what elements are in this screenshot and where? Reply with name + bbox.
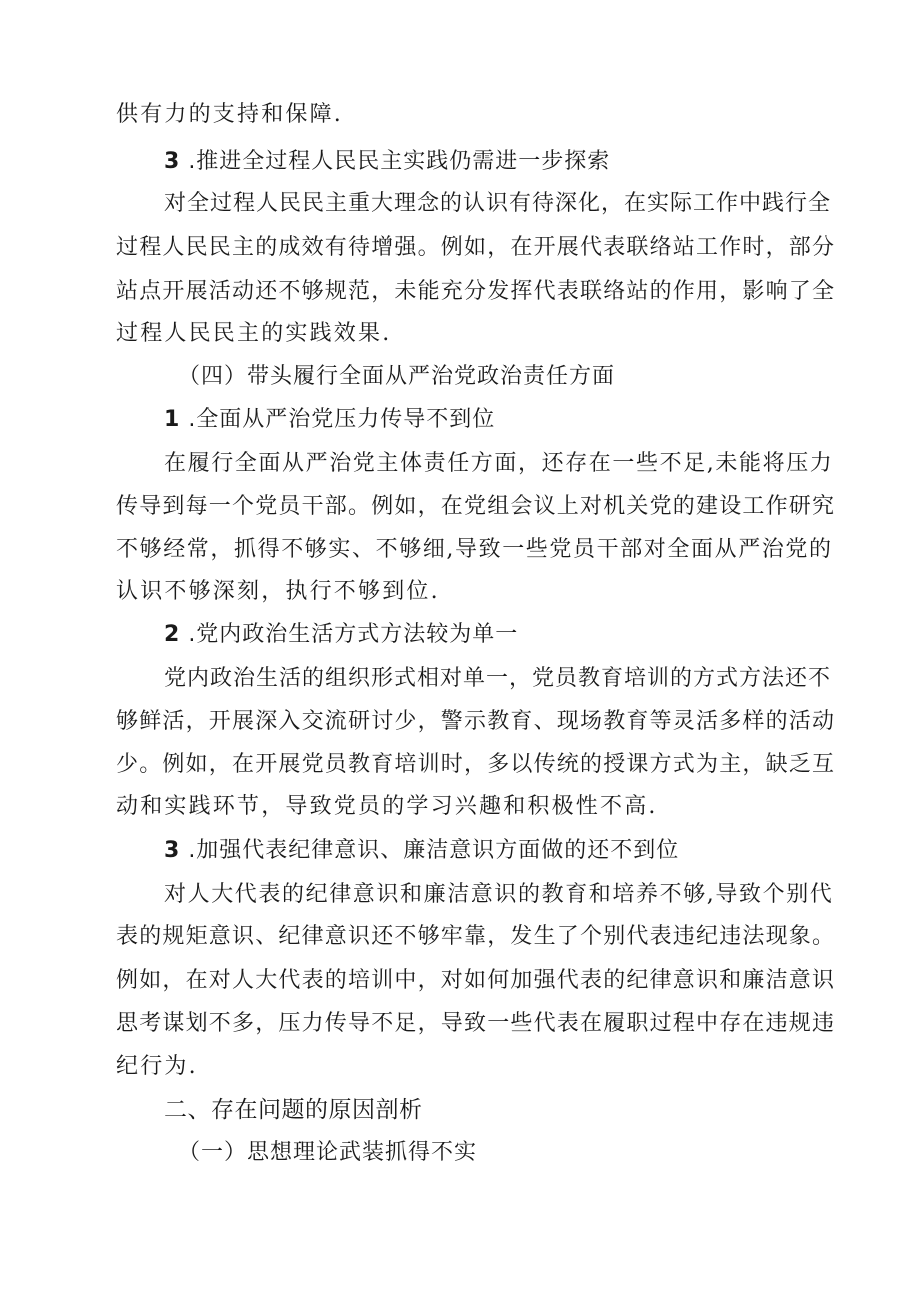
paragraph-line: 党内政治生活的组织形式相对单一，党员教育培训的方式方法还不 (164, 666, 832, 691)
item-heading-3b (164, 836, 884, 866)
paragraph-line: 例如，在对人大代表的培训中，对如何加强代表的纪律意识和廉洁意识 (116, 968, 836, 993)
paragraph-line: 认识不够深刻，执行不够到位. (116, 579, 440, 604)
subsection-1-title: （一）思想理论武装抓得不实 (178, 1140, 478, 1165)
paragraph-line: 纪行为. (116, 1054, 198, 1079)
item-heading-3a (164, 147, 884, 177)
section-4-title: （四）带头履行全面从严治党政治责任方面 (178, 364, 616, 389)
item-heading-1 (164, 405, 884, 435)
item-number: 1 (164, 407, 181, 432)
item-title: .党内政治生活方式方法较为单一 (188, 622, 519, 647)
item-number: 3 (164, 149, 181, 174)
paragraph-line: 供有力的支持和保障. (116, 102, 343, 127)
paragraph-line: 对人大代表的纪律意识和廉洁意识的教育和培养不够,导致个别代 (164, 882, 834, 907)
paragraph-line: 表的规矩意识、纪律意识还不够牢靠，发生了个别代表违纪违法现象。 (116, 924, 836, 949)
paragraph-line: 过程人民民主的实践效果. (116, 321, 392, 346)
item-heading-2 (164, 620, 884, 650)
paragraph-line: 够鲜活，开展深入交流研讨少，警示教育、现场教育等灵活多样的活动 (116, 709, 836, 734)
paragraph-line: 少。例如，在开展党员教育培训时，多以传统的授课方式为主，缺乏互 (116, 752, 836, 777)
paragraph-line: 过程人民民主的成效有待增强。例如，在开展代表联络站工作时，部分 (116, 235, 836, 260)
item-number: 3 (164, 838, 181, 863)
item-title: .全面从严治党压力传导不到位 (188, 407, 496, 432)
paragraph-line: 对全过程人民民主重大理念的认识有待深化，在实际工作中践行全 (164, 191, 832, 216)
paragraph-line: 传导到每一个党员干部。例如，在党组会议上对机关党的建设工作研究 (116, 494, 836, 519)
paragraph-line: 不够经常，抓得不够实、不够细,导致一些党员干部对全面从严治党的 (116, 537, 833, 562)
part-2-title: 二、存在问题的原因剖析 (164, 1097, 423, 1123)
paragraph-line: 思考谋划不多，压力传导不足，导致一些代表在履职过程中存在违规违 (116, 1011, 836, 1036)
paragraph-line: 在履行全面从严治党主体责任方面，还存在一些不足,未能将压力 (164, 451, 834, 476)
item-title: .加强代表纪律意识、廉洁意识方面做的还不到位 (188, 838, 680, 863)
paragraph-line: 站点开展活动还不够规范，未能充分发挥代表联络站的作用，影响了全 (116, 279, 836, 304)
item-number: 2 (164, 622, 181, 647)
item-title: .推进全过程人民民主实践仍需进一步探索 (188, 149, 611, 174)
paragraph-line: 动和实践环节，导致党员的学习兴趣和积极性不高. (116, 794, 658, 819)
